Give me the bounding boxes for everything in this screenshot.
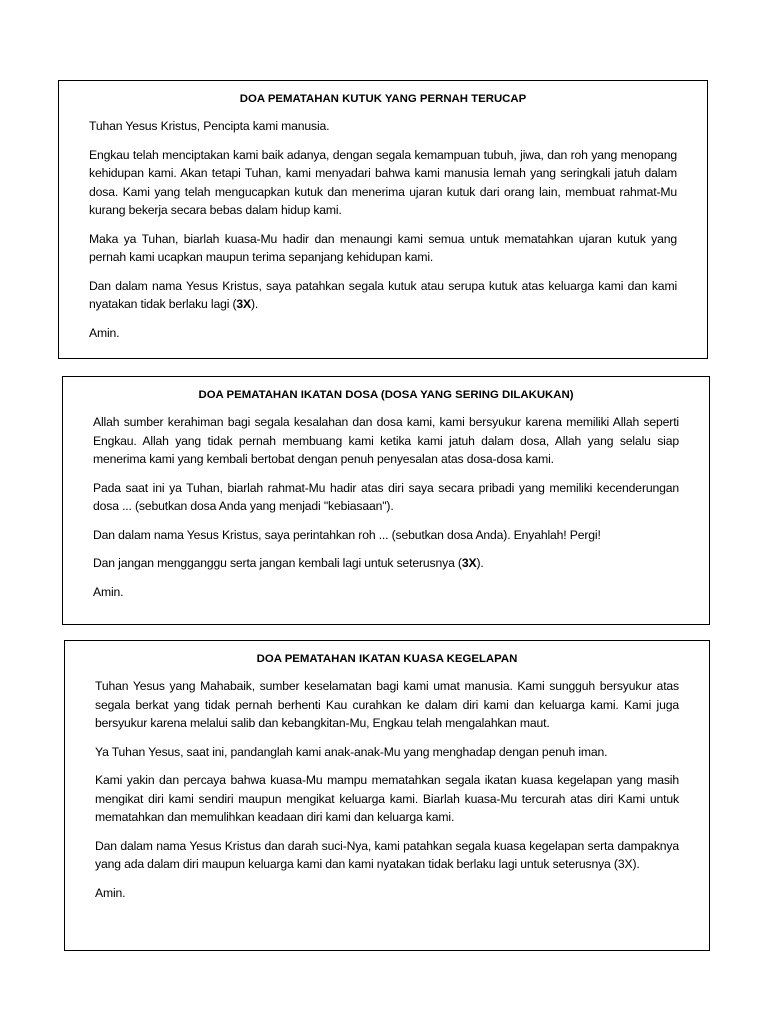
- card-title: DOA PEMATAHAN KUTUK YANG PERNAH TERUCAP: [239, 93, 527, 105]
- closing-end: ).: [251, 297, 259, 311]
- closing-paragraph: [95, 837, 679, 874]
- closing-text: Dan jangan mengganggu serta jangan kembali lagi untuk seterusnya (: [93, 556, 462, 570]
- paragraph: Pada saat ini ya Tuhan, biarlah rahmat-Mu hadir atas diri saya secara pribadi yang memiliki kecenderungan dosa ... (sebutkan dosa Anda yang menjadi "kebiasaan").: [93, 480, 679, 513]
- closing-end: ).: [632, 857, 640, 871]
- card-title: DOA PEMATAHAN IKATAN KUASA KEGELAPAN: [256, 653, 518, 665]
- closing-text: Dan dalam nama Yesus Kristus dan darah suci-Nya, kami patahkan segala kuasa kegelapan serta dampaknya yang ada dalam diri maupun keluarga kami dan kami nyatakan tidak berlaku lagi untuk seterusnya (: [95, 838, 679, 871]
- card-title: DOA PEMATAHAN IKATAN DOSA (DOSA YANG SERING DILAKUKAN): [198, 389, 574, 401]
- repeat-count: 3X: [236, 297, 252, 311]
- paragraph: Tuhan Yesus yang Mahabaik, sumber keselamatan bagi kami umat manusia. Kami sungguh bersyukur atas segala berkat yang tidak pernah berhenti Kau curahkan ke dalam diri kami dan keluarga kami. Kami juga bersyukur karena melalui salib dan kebangkitan-Mu, Engkau telah mengalahkan maut.: [95, 679, 679, 730]
- paragraph: Kami yakin dan percaya bahwa kuasa-Mu mampu mematahkan segala ikatan kuasa kegelapan yang masih mengikat diri kami sendiri maupun mengikat keluarga kami. Biarlah kuasa-Mu tercurah atas diri Kami untuk mematahkan dan memulihkan keadaan diri kami dan keluarga kami.: [95, 773, 679, 824]
- prayer-card-sin: [62, 376, 710, 625]
- paragraph: Engkau telah menciptakan kami baik adanya, dengan segala kemampuan tubuh, jiwa, dan roh yang menopang kehidupan kami. Akan tetapi Tuhan, kami menyadari bahwa kami manusia lemah yang seringkali jatuh dalam dosa. Kami yang telah mengucapkan kutuk dan menerima ujaran kutuk dari orang lain, membuat rahmat-Mu kurang bekerja secara bebas dalam hidup kami.: [89, 147, 677, 217]
- repeat-count: 3X: [461, 556, 477, 570]
- closing-paragraph: [93, 554, 679, 573]
- prayer-card-darkness: [64, 640, 710, 951]
- amen-text: Amin.: [89, 325, 120, 340]
- prayer-card-curse: [58, 80, 708, 359]
- repeat-count: 3X: [617, 857, 633, 871]
- amen-text: Amin.: [93, 584, 124, 599]
- paragraph: Dan dalam nama Yesus Kristus, saya perintahkan roh ... (sebutkan dosa Anda). Enyahlah! Pergi!: [93, 527, 601, 542]
- paragraph: Tuhan Yesus Kristus, Pencipta kami manusia.: [89, 119, 330, 133]
- paragraph: Allah sumber kerahiman bagi segala kesalahan dan dosa kami, kami bersyukur karena memiliki Allah seperti Engkau. Allah yang tidak pernah membuang kami ketika kami jatuh dalam dosa, Allah yang selalu siap menerima kami yang kembali bertobat dengan penuh penyesalan atas dosa-dosa kami.: [93, 415, 679, 466]
- closing-end: ).: [476, 556, 484, 570]
- closing-paragraph: [89, 277, 677, 314]
- amen-text: Amin.: [95, 885, 126, 900]
- paragraph: Maka ya Tuhan, biarlah kuasa-Mu hadir dan menaungi kami semua untuk mematahkan ujaran kutuk yang pernah kami ucapkan maupun terima sepanjang kehidupan kami.: [89, 231, 677, 264]
- closing-text: Dan dalam nama Yesus Kristus, saya patahkan segala kutuk atau serupa kutuk atas keluarga kami dan kami nyatakan tidak berlaku lagi (: [89, 278, 677, 311]
- paragraph: Ya Tuhan Yesus, saat ini, pandanglah kami anak-anak-Mu yang menghadap dengan penuh iman.: [95, 744, 608, 759]
